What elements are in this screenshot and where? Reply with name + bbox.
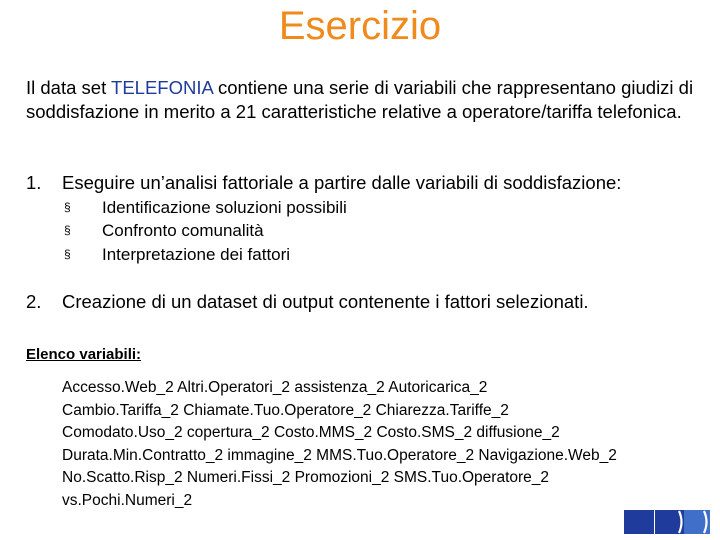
subitem-text: Identificazione soluzioni possibili bbox=[102, 198, 347, 217]
task-2 bbox=[26, 290, 589, 314]
variables-line: Cambio.Tariffa_2 Chiamate.Tuo.Operatore_2 Chiarezza.Tariffe_2 bbox=[62, 401, 509, 419]
variables-line: Accesso.Web_2 Altri.Operatori_2 assistenza_2 Autoricarica_2 bbox=[62, 379, 488, 396]
task-1 bbox=[26, 171, 621, 195]
dataset-name: TELEFONIA bbox=[111, 77, 213, 98]
variables-line: No.Scatto.Risp_2 Numeri.Fissi_2 Promozioni_2 SMS.Tuo.Operatore_2 bbox=[62, 469, 550, 486]
intro-text-start: Il data set bbox=[26, 77, 112, 98]
variables-line: Durata.Min.Contratto_2 immagine_2 MMS.Tuo.Operatore_2 Navigazione.Web_2 bbox=[62, 446, 617, 464]
variables-list bbox=[62, 377, 712, 512]
subitem bbox=[64, 219, 264, 242]
bullet-icon: § bbox=[64, 247, 71, 261]
subitem bbox=[64, 243, 290, 266]
slide-title: Esercizio bbox=[278, 4, 442, 48]
slide-navigation-arrows-icon[interactable] bbox=[624, 510, 710, 534]
bullet-icon: § bbox=[64, 223, 71, 237]
variables-line: Comodato.Uso_2 copertura_2 Costo.MMS_2 Costo.SMS_2 diffusione_2 bbox=[62, 424, 560, 441]
task-2-number: 2. bbox=[26, 291, 42, 312]
task-2-text: Creazione di un dataset di output contenente i fattori selezionati. bbox=[62, 291, 589, 312]
task-1-number: 1. bbox=[26, 172, 42, 193]
task-1-text: Eseguire un’analisi fattoriale a partire dalle variabili di soddisfazione: bbox=[62, 172, 622, 193]
variables-heading: Elenco variabili: bbox=[26, 346, 142, 363]
subitem bbox=[64, 196, 347, 219]
variables-line: vs.Pochi.Numeri_2 bbox=[62, 491, 193, 509]
subitem-text: Confronto comunalità bbox=[102, 221, 264, 240]
intro-text-end: contiene una serie di variabili che rappresentano giudizi di soddisfazione in merito a 21 caratteristiche relative a operatore/tariffa telefonica. bbox=[26, 77, 694, 122]
intro-paragraph bbox=[26, 76, 706, 124]
subitem-text: Interpretazione dei fattori bbox=[102, 245, 291, 264]
bullet-icon: § bbox=[64, 200, 71, 214]
